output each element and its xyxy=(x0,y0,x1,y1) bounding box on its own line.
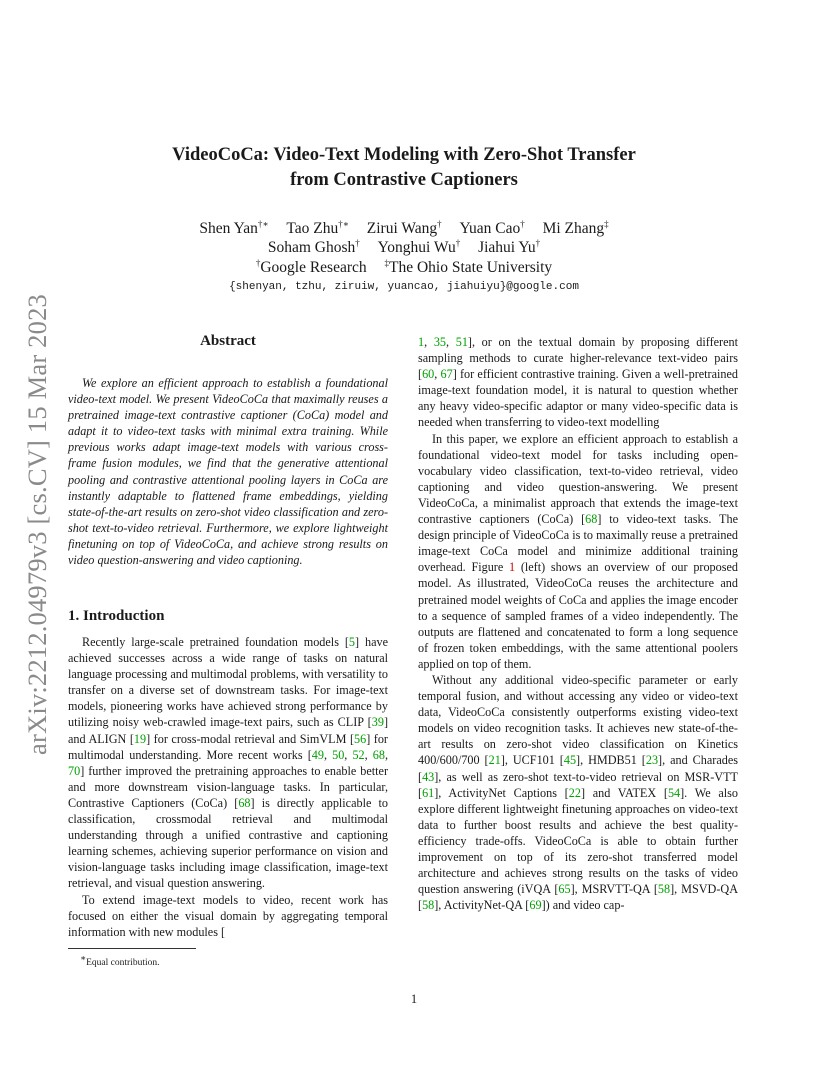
citation-link[interactable]: 70 xyxy=(68,763,81,778)
author: Soham Ghosh† xyxy=(267,238,360,257)
arxiv-stamp: arXiv:2212.04979v3 [cs.CV] 15 Mar 2023 xyxy=(22,294,52,755)
citation-link[interactable]: 60 xyxy=(422,367,435,382)
author-line-2 xyxy=(90,238,718,257)
paper-title xyxy=(90,143,718,193)
paragraph: Recently large-scale pretrained foundation models [5] have achieved successes across a wide range of tasks on natural language processing and multimodal problems, with versatility to transfer on a diverse set of downstream tasks. For image-text models, pioneering works have achieved strong performance by utilizing noisy web-crawled image-text pairs, such as CLIP [39] and ALIGN [19] for cross-modal retrieval and SimVLM [56] for multimodal understanding. More recent works [49, 50, 52, 68, 70] further improved the pretraining approaches to enable better and more downstream vision-language tasks. In particular, Contrastive Captioners (CoCa) [68] is directly applicable to classification, crossmodal retrieval and multimodal understanding through a unified contrastive and captioning learning schemes, achieving superior performance on vision and vision-language tasks including image classification, image-text retrieval, and visual question answering. xyxy=(68,635,389,891)
paragraph: Without any additional video-specific parameter or early temporal fusion, and without accessing any video or video-text data, VideoCoCa consistently outperforms existing video-text models on video recognition tasks. It achieves new state-of-the-art results on zero-shot video classification on Kinetics 400/600/700 [21], UCF101 [45], HMDB51 [23], and Charades [43], as well as zero-shot text-to-video retrieval on MSR-VTT [61], ActivityNet Captions [22] and VATEX [54]. We also explore different lightweight finetuning approaches on video-text data to further boost results and achieve the best quality-efficiency trade-offs. VideoCoCa is able to obtain further improvement on top of its zero-shot transferred model architecture and achieves strong results on the tasks of video question answering (iVQA [65], MSRVTT-QA [58], MSVD-QA [58], ActivityNet-QA [69]) and video cap- xyxy=(418,672,739,913)
citation-link[interactable]: 49 xyxy=(311,747,324,762)
author: Shen Yan†∗ xyxy=(199,219,269,238)
author: Jiahui Yu† xyxy=(478,238,541,257)
abstract-text: We explore an efficient approach to establish a foundational video-text model. We present VideoCoCa that maximally reuses a pretrained image-text contrastive captioner (CoCa) model and adapt it to video-text tasks with minimal extra training. While previous works adapt image-text models with various cross-frame fusion modules, we find that the generative attentional pooling and contrastive attentional pooling layers in CoCa are instantly adaptable to flattened frame embeddings, yielding state-of-the-art results on zero-shot video classification and zero-shot text-to-video retrieval. Furthermore, we explore lightweight finetuning on top of VideoCoCa, and achieve strong results on video question-answering and video captioning. xyxy=(68,376,388,568)
affiliation: ‡The Ohio State University xyxy=(384,258,553,277)
footnote: ∗Equal contribution. xyxy=(80,953,160,969)
citation-link[interactable]: 58 xyxy=(422,898,435,913)
citation-link[interactable]: 1 xyxy=(418,335,425,349)
intro-column-right xyxy=(418,334,738,913)
citation-link[interactable]: 68 xyxy=(585,512,598,527)
author-line-1 xyxy=(90,219,718,238)
section-heading-introduction: 1. Introduction xyxy=(68,608,165,624)
affiliation: †Google Research xyxy=(255,258,367,277)
citation-link[interactable]: 23 xyxy=(645,753,659,768)
intro-column-left xyxy=(68,634,388,940)
abstract-heading: Abstract xyxy=(200,333,256,349)
citation-link[interactable]: 5 xyxy=(348,635,355,649)
footnote-rule xyxy=(68,948,196,949)
title-line-2: from Contrastive Captioners xyxy=(290,170,518,190)
citation-link[interactable]: 56 xyxy=(354,731,367,746)
paragraph: To extend image-text models to video, recent work has focused on either the visual domain by aggregating temporal information with new modules [ xyxy=(68,892,388,939)
citation-link[interactable]: 61 xyxy=(422,785,435,800)
citation-link[interactable]: 50 xyxy=(332,747,345,762)
citation-link[interactable]: 39 xyxy=(371,715,384,730)
citation-link[interactable]: 65 xyxy=(558,882,571,897)
title-line-1: VideoCoCa: Video-Text Modeling with Zero-Shot Transfer xyxy=(172,145,636,165)
citation-link[interactable]: 69 xyxy=(529,898,542,913)
citation-link[interactable]: 58 xyxy=(657,882,671,897)
author: Zirui Wang† xyxy=(366,219,442,238)
page-number: 1 xyxy=(410,992,418,1006)
citation-link[interactable]: 67 xyxy=(440,367,453,382)
citation-link[interactable]: 22 xyxy=(568,785,581,800)
citation-link[interactable]: 19 xyxy=(133,731,147,746)
citation-link[interactable]: 68 xyxy=(372,747,385,762)
paragraph-continued: 1, 35, 51], or on the textual domain by proposing different sampling methods to curate higher-relevance text-video pairs [60, 67] for efficient contrastive training. Given a well-pretrained image-text foundation model, it is natural to question whether any heavy video-specific adaptor or many video-specific data is needed when transferring to video-text modelling xyxy=(418,335,738,430)
citation-link[interactable]: 45 xyxy=(563,753,577,768)
citation-link[interactable]: 51 xyxy=(455,335,468,349)
affiliations xyxy=(90,258,718,277)
citation-link[interactable]: 54 xyxy=(667,785,681,800)
author: Yonghui Wu† xyxy=(377,238,461,257)
figure-link[interactable]: 1 xyxy=(509,560,516,575)
citation-link[interactable]: 43 xyxy=(422,769,435,784)
author: Yuan Cao† xyxy=(459,219,525,238)
author: Mi Zhang‡ xyxy=(542,219,609,238)
author-emails: {shenyan, tzhu, ziruiw, yuancao, jiahuiyu}@google.com xyxy=(229,281,579,293)
citation-link[interactable]: 68 xyxy=(238,795,251,810)
author: Tao Zhu†∗ xyxy=(286,219,349,238)
citation-link[interactable]: 52 xyxy=(352,747,365,762)
citation-link[interactable]: 21 xyxy=(488,753,501,768)
citation-link[interactable]: 35 xyxy=(433,335,446,349)
paragraph: In this paper, we explore an efficient approach to establish a foundational video-text model for tasks including open-vocabulary video classification, text-to-video retrieval, video captioning and video question-answering. We present VideoCoCa, a minimalist approach that extends the image-text contrastive captioners (CoCa) [68] to video-text tasks. The design principle of VideoCoCa is to maximally reuse a pretrained image-text CoCa model and minimize additional training overhead. Figure 1 (left) shows an overview of our proposed model. As illustrated, VideoCoCa reuses the architecture and pretrained model weights of CoCa and applies the image encoder to a sequence of sampled frames of a video independently. The outputs are flattened and concatenated to form a long sequence of frozen token embeddings, with the same attentional poolers applied on top of them. xyxy=(418,431,738,671)
